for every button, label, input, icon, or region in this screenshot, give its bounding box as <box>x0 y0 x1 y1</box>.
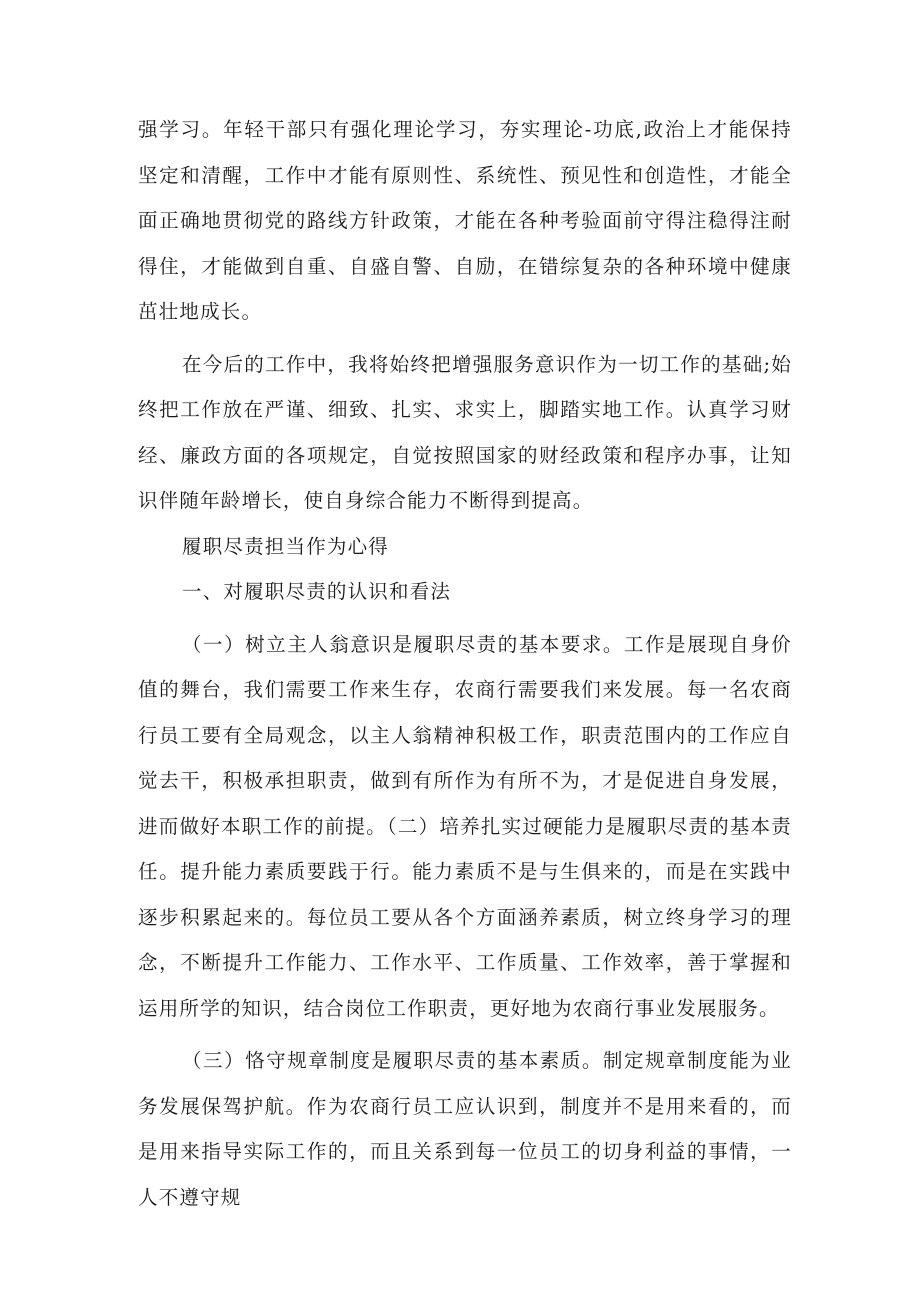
paragraph-item-3: （三）恪守规章制度是履职尽责的基本素质。制定规章制度能为业务发展保驾护航。作为农商行员工应认识到，制度并不是用来看的，而是用来指导实际工作的，而且关系到每一位员工的切身利益的事情，一人不遵守规 <box>138 1049 792 1209</box>
document-page <box>138 107 792 1220</box>
document-title: 履职尽责担当作为心得 <box>182 534 390 558</box>
paragraph-item-1-2: （一）树立主人翁意识是履职尽责的基本要求。工作是展现自身价值的舞台，我们需要工作来生存，农商行需要我们来发展。每一名农商行员工要有全局观念，以主人翁精神积极工作，职责范围内的工作应自觉去干，积极承担职责，做到有所作为有所不为，才是促进自身发展，进而做好本职工作的前提。（二）培养扎实过硬能力是履职尽责的基本责任。提升能力素质要践于行。能力素质不是与生俱来的，而是在实践中逐步积累起来的。每位员工要从各个方面涵养素质，树立终身学习的理念，不断提升工作能力、工作水平、工作质量、工作效率，善于掌握和运用所学的知识，结合岗位工作职责，更好地为农商行事业发展服务。 <box>138 632 792 1020</box>
paragraph-future-work: 在今后的工作中，我将始终把增强服务意识作为一切工作的基础;始终把工作放在严谨、细致、扎实、求实上，脚踏实地工作。认真学习财经、廉政方面的各项规定，自觉按照国家的财经政策和程序办事，让知识伴随年龄增长，使自身综合能力不断得到提高。 <box>138 352 792 512</box>
paragraph-continuation: 强学习。年轻干部只有强化理论学习，夯实理论-功底,政治上才能保持坚定和清醒，工作中才能有原则性、系统性、预见性和创造性，才能全面正确地贯彻党的路线方针政策，才能在各种考验面前守得注稳得注耐得住，才能做到自重、自盛自警、自励，在错综复杂的各种环境中健康茁壮地成长。 <box>138 118 792 323</box>
section-heading: 一、对履职尽责的认识和看法 <box>182 580 452 603</box>
